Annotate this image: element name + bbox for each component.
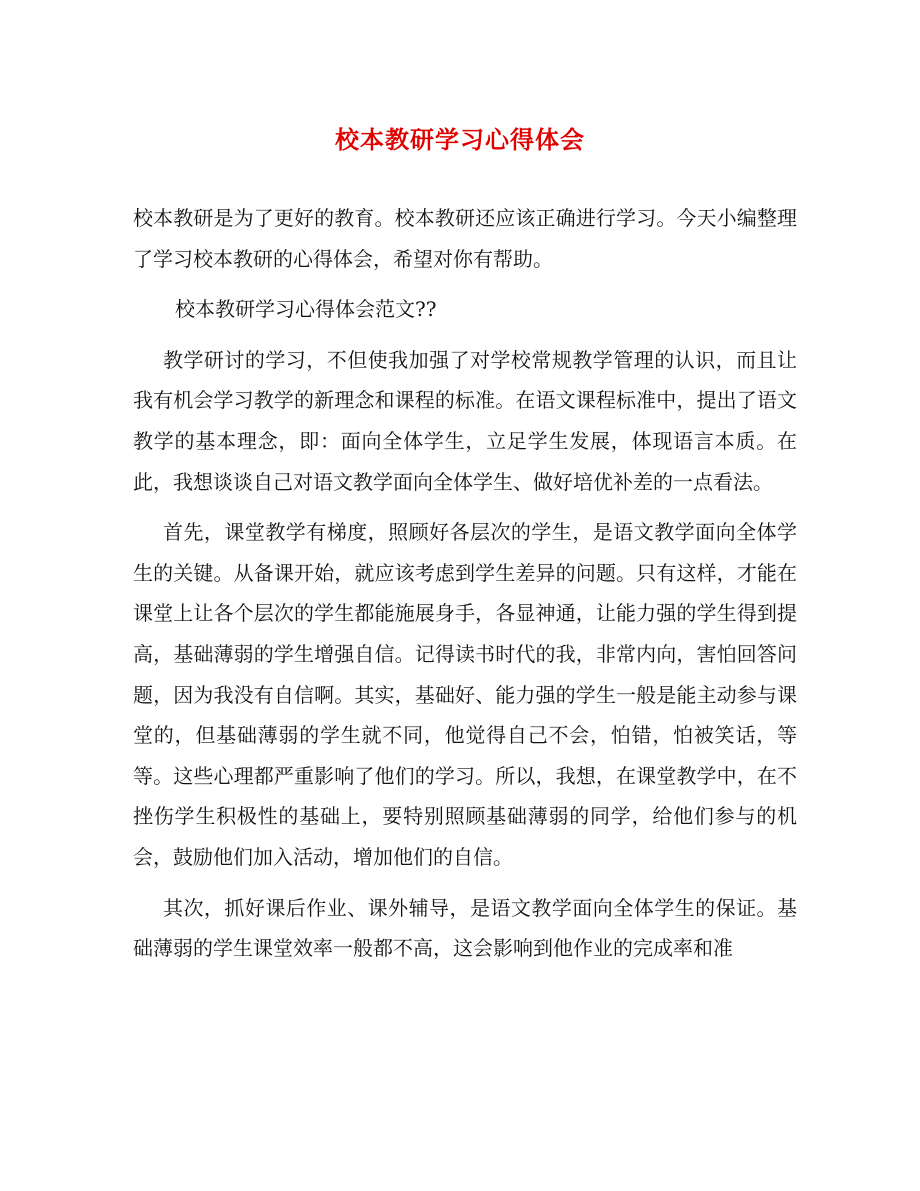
body-paragraph: 教学研讨的学习，不但使我加强了对学校常规教学管理的认识，而且让我有机会学习教学的新理念和课程的标准。在语文课程标准中，提出了语文教学的基本理念，即：面向全体学生，立足学生发展，体现语言本质。在此，我想谈谈自己对语文教学面向全体学生、做好培优补差的一点看法。 <box>133 347 797 494</box>
body-paragraph: 其次，抓好课后作业、课外辅导，是语文教学面向全体学生的保证。基础薄弱的学生课堂效率一般都不高，这会影响到他作业的完成率和准 <box>133 895 797 961</box>
section-heading: 校本教研学习心得体会范文?? <box>175 297 437 322</box>
body-paragraph: 首先，课堂教学有梯度，照顾好各层次的学生，是语文教学面向全体学生的关键。从备课开始，就应该考虑到学生差异的问题。只有这样，才能在课堂上让各个层次的学生都能施展身手，各显神通，让能力强的学生得到提高，基础薄弱的学生增强自信。记得读书时代的我，非常内向，害怕回答问题，因为我没有自信啊。其实，基础好、能力强的学生一般是能主动参与课堂的，但基础薄弱的学生就不同，他觉得自己不会，怕错，怕被笑话，等等。这些心理都严重影响了他们的学习。所以，我想，在课堂教学中，在不挫伤学生积极性的基础上，要特别照顾基础薄弱的同学，给他们参与的机会，鼓励他们加入活动，增加他们的自信。 <box>133 520 797 869</box>
document-title: 校本教研学习心得体会 <box>335 125 585 154</box>
intro-paragraph: 校本教研是为了更好的教育。校本教研还应该正确进行学习。今天小编整理了学习校本教研的心得体会，希望对你有帮助。 <box>133 206 797 271</box>
document-body <box>133 198 797 979</box>
